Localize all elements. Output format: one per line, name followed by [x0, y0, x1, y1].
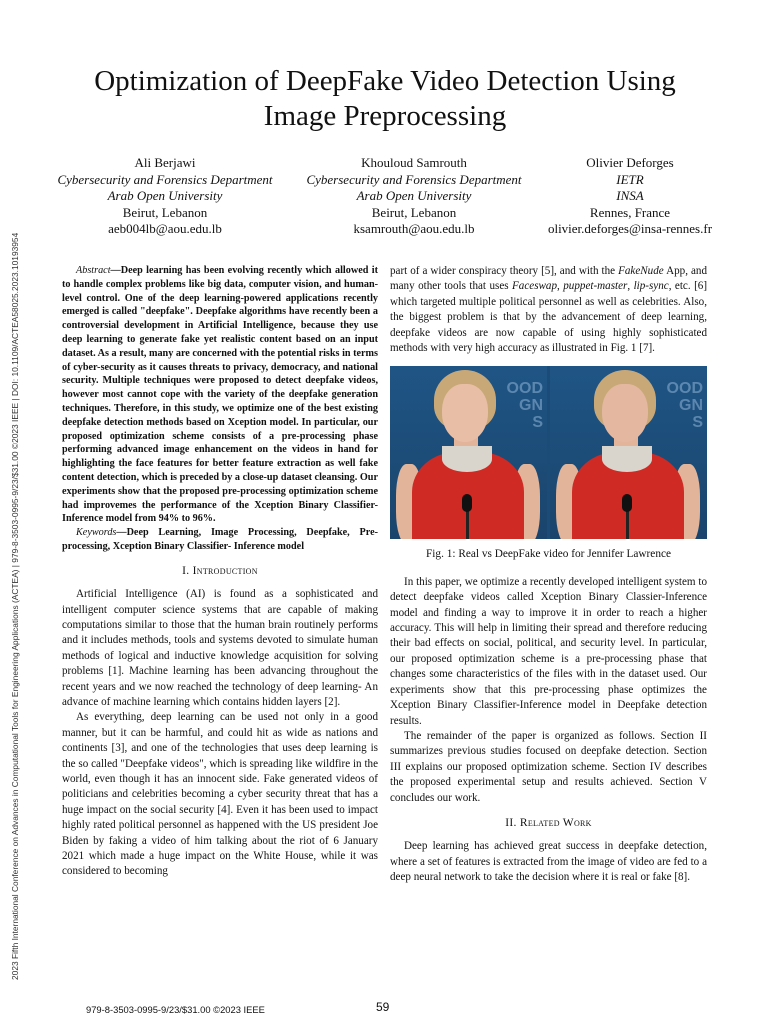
- author-institution: Arab Open University: [107, 188, 223, 203]
- keywords: [62, 526, 378, 554]
- author-name: Olivier Deforges: [586, 155, 674, 170]
- author-3: [528, 155, 732, 238]
- title-line-1: Optimization of DeepFake Video Detection Using: [94, 65, 676, 97]
- title-line-2: Image Preprocessing: [263, 100, 507, 132]
- text-run: , etc. [6] which targeted multiple political personnel as well as celebrities. Also, the biggest problem is that by the advancement of deep learning, deepfake videos are now capable of using highly sophisticated methods with very high accuracy as illustrated in Fig. 1 [7].: [390, 280, 708, 355]
- author-department: IETR: [616, 171, 644, 187]
- author-department: Cybersecurity and Forensics Department: [306, 171, 522, 187]
- author-name: Ali Berjawi: [134, 155, 196, 170]
- author-institution: Arab Open University: [356, 188, 472, 203]
- author-block: [30, 155, 748, 241]
- author-email[interactable]: olivier.deforges@insa-rennes.fr: [547, 221, 713, 236]
- author-location: Beirut, Lebanon: [371, 204, 457, 220]
- author-location: Beirut, Lebanon: [122, 204, 208, 220]
- text-run-italic: puppet-master: [563, 280, 628, 293]
- side-metadata-text: 2023 Fifth International Conference on Advances in Computational Tools for Engineering Applications (ACTEA) | 979-8-3503-0995-9/23/$31.00 ©2023 IEEE | DOI: 10.1109/ACTEA58025.2023.10193954: [10, 232, 20, 980]
- microphone-icon: [462, 494, 472, 512]
- author-email[interactable]: aeb004lb@aou.edu.lb: [108, 221, 222, 236]
- text-run: ,: [557, 280, 564, 293]
- keywords-lead: Keywords: [76, 527, 117, 539]
- backdrop-text: OOD GN S: [666, 380, 703, 432]
- footer-isbn: 979-8-3503-0995-9/23/$31.00 ©2023 IEEE: [86, 1004, 265, 1015]
- paper-title: [40, 64, 730, 134]
- author-name: Khouloud Samrouth: [361, 155, 467, 170]
- section-heading-related-work: II. Related Work: [505, 816, 592, 829]
- figure-caption: Fig. 1: Real vs DeepFake video for Jennifer Lawrence: [426, 548, 671, 561]
- microphone-icon: [622, 494, 632, 512]
- abstract-lead: Abstract: [76, 265, 111, 276]
- right-paragraph-2: In this paper, we optimize a recently developed intelligent system to detect deepfake videos called Xception Binary Classier-Inference model and finding a way to improve it in order to reach a higher accuracy. This will help in limiting their spread and therefore reducing their bad effects on social, political, and security level. In particular, our proposed optimization scheme is a pre-processing phase that changes some characteristics of the files with in the dataset used. Our experiments show that this pre-processing phase optimizes the Xception Binary Classifier-Inference model in Deepfake detection results.: [390, 575, 707, 727]
- abstract-text: —Deep learning has been evolving recently which allowed it to handle complex problems like big data, computer vision, and human-level control. One of the deep learning-powered applications recently emerged is called "deepfake". Deepfake algorithms have recently been a controversial development in Artificial Intelligence, because they use deep learning to generate fake yet realistic content based on an input dataset. As a result, many are concerned with the potential risks in terms of cyber-security as it causes threats to privacy, democracy, and national security. Multiple techniques were proposed to detect deepfake videos, however most cannot cope with the variety of the deepfake generation techniques. Therefore, in this study, we optimize one of the best existing deepfake detection methods based on Xception model. In particular, our proposed optimization scheme consists of a pre-processing phase performing advanced image enhancement on the videos in hand for highlighting the face features for better feature extraction as well fake content detection, which is preceded by a close-up dataset cleansing. Our experiments show that the proposed pre-processing optimization scheme had improvemes the performance of the Xception Binary Classifier- Inference model from 94% to 96%.: [62, 265, 378, 525]
- text-run: part of a wider conspiracy theory [5], and with the: [390, 265, 619, 277]
- face-shape: [442, 384, 488, 442]
- author-2: [298, 155, 530, 238]
- backdrop-text: OOD GN S: [506, 380, 543, 432]
- face-shape: [602, 384, 648, 442]
- intro-paragraph-1: Artificial Intelligence (AI) is found as a sophisticated and intelligent computer science systems that are capable of making computations similar to those that the human brain routinely performs and it includes methods, tools and systems devoted to simulate human methods of logical and inductive knowledge acquisition for solving problems [1]. Machine learning has been advancing throughout the recent years and we now reached the technology of deep learning- An advance of machine learning which contains hidden layers [2].: [62, 588, 378, 708]
- related-paragraph-1: Deep learning has achieved great success in deepfake detection, where a set of features is extracted from the image of video are fed to a deep neural network to take the decision where it is real or fake [8].: [390, 840, 707, 884]
- author-institution: INSA: [616, 188, 644, 203]
- author-location: Rennes, France: [589, 204, 671, 220]
- figure-panel-fake: [550, 366, 707, 539]
- author-email[interactable]: ksamrouth@aou.edu.lb: [353, 221, 475, 236]
- mic-stand-shape: [466, 510, 469, 539]
- right-column: [390, 264, 707, 886]
- text-run-italic: Faceswap: [512, 280, 558, 293]
- mic-stand-shape: [626, 510, 629, 539]
- intro-paragraph-2: As everything, deep learning can be used not only in a good manner, but it can be harmful, and could hit as wide as nations and continents [3], and one of the technologies that uses deep learning is the so called "Deepfake videos", which is spreading like wildfire in the world, even though it has an innocent side. Fake generated videos of politicians and celebrities becoming a cyber security threat that has a huge impact on the social security [4]. Even it has been used to impact highly rated political personnel as happened with the US president Joe Biden by faking a video of him talking about the riot of 6 January 2021 which made a huge impact on the White House, while it was considered to becoming: [62, 711, 378, 878]
- author-1: [30, 155, 300, 238]
- keywords-text: —Deep Learning, Image Processing, Deepfake, Pre-processing, Xception Binary Classifier- Inference model: [62, 527, 378, 552]
- abstract: [62, 264, 378, 526]
- figure-real-vs-deepfake: [390, 366, 707, 539]
- figure-panel-real: [390, 366, 547, 539]
- left-column: [62, 264, 378, 880]
- section-heading-introduction: I. Introduction: [182, 564, 258, 577]
- continued-paragraph: [390, 264, 707, 356]
- text-run: App, and many other tools that uses: [390, 265, 707, 293]
- text-run: ,: [627, 280, 634, 293]
- page-number: 59: [376, 1000, 390, 1014]
- right-paragraph-3: The remainder of the paper is organized as follows. Section II summarizes previous studies focused on deepfake detection. Section III explains our proposed optimization scheme. Section IV describes the proposed experimental setup and results achieved. Section V concludes our work.: [390, 729, 707, 804]
- text-run-italic: FakeNude: [618, 265, 664, 277]
- author-department: Cybersecurity and Forensics Department: [57, 171, 273, 187]
- text-run-italic: lip-sync: [633, 280, 669, 293]
- side-metadata: [2, 100, 18, 980]
